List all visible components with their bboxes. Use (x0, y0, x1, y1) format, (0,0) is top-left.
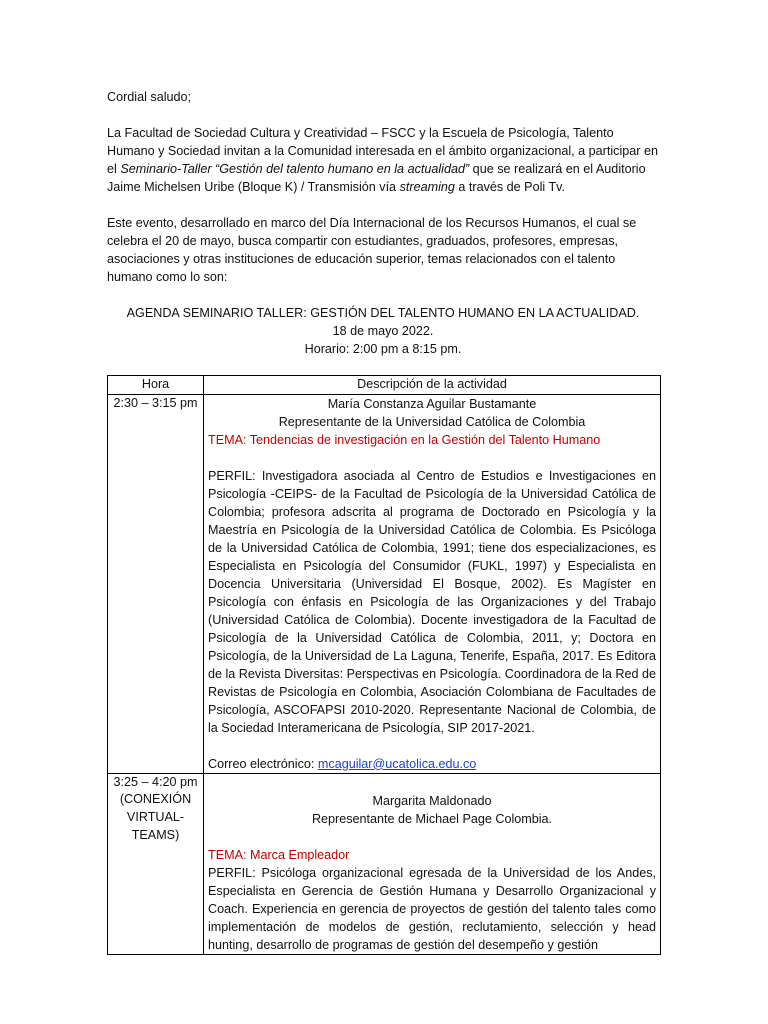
intro-paragraph-2: Este evento, desarrollado en marco del Día Internacional de los Recursos Humanos, el cual se celebra el 20 de mayo, busca compartir con estudiantes, graduados, profesores, empresas, asociaciones y otras instituciones de educación superior, temas relacionados con el talento humano como lo son: (107, 216, 637, 284)
agenda-header (107, 304, 659, 358)
topic: TEMA: Marca Empleador (208, 847, 350, 862)
row-description (204, 394, 661, 773)
agenda-title: AGENDA SEMINARIO TALLER: GESTIÓN DEL TALENTO HUMANO EN LA ACTUALIDAD. (126, 306, 640, 320)
intro-paragraph-1: La Facultad de Sociedad Cultura y Creatividad – FSCC y la Escuela de Psicología, Talento Humano y Sociedad invitan a la Comunidad interesada en el ámbito organizacional, a participar en el Seminario-Taller “Gestión del talento humano en la actualidad” que se realizará en el Auditorio Jaime Michelsen Uribe (Bloque K) / Transmisión vía streaming a través de Poli Tv. (107, 126, 658, 194)
row-description (204, 773, 661, 954)
speaker-name: María Constanza Aguilar Bustamante (327, 396, 537, 411)
row-time: 2:30 – 3:15 pm (108, 394, 204, 773)
speaker-role: Representante de la Universidad Católica de Colombia (278, 414, 586, 429)
seminar-title: Seminario-Taller “Gestión del talento humano en la actualidad” (120, 162, 470, 176)
table-row (108, 773, 661, 954)
email-link[interactable]: mcaguilar@ucatolica.edu.co (317, 756, 477, 771)
topic: TEMA: Tendencias de investigación en la Gestión del Talento Humano (208, 432, 601, 447)
agenda-schedule: Horario: 2:00 pm a 8:15 pm. (304, 342, 462, 356)
speaker-role: Representante de Michael Page Colombia. (311, 811, 553, 826)
speaker-name: Margarita Maldonado (372, 793, 492, 808)
profile: PERFIL: Psicóloga organizacional egresada de la Universidad de los Andes, Especialista en Gerencia de Gestión Humana y Desarrollo Organizacional y Coach. Experiencia en gerencia de proyectos de gestión del talento tales como implementación de modelos de gestión, reclutamiento, selección y head hunting, desarrollo de programas de gestión del desempeño y gestión (208, 865, 656, 952)
header-descripcion: Descripción de la actividad (204, 376, 661, 395)
agenda-date: 18 de mayo 2022. (332, 324, 434, 338)
row-time: 3:25 – 4:20 pm (CONEXIÓN VIRTUAL-TEAMS) (108, 773, 204, 954)
profile: PERFIL: Investigadora asociada al Centro de Estudios e Investigaciones en Psicología -CEIPS- de la Facultad de Psicología de la Universidad Católica de Colombia; profesora adscrita al programa de Doctorado en Psicología y la Maestría en Psicología de la Universidad Católica de Colombia. Es Psicóloga de la Universidad Católica de Colombia, 1991; tiene dos especializaciones, es Especialista en Psicología del Consumidor (FUKL, 1997) y Especialista en Docencia Universitaria (Universidad El Bosque, 2002). Es Magíster en Psicología con énfasis en Psicología de las Organizaciones y del Trabajo (Universidad Católica de Colombia). Docente investigadora de la Facultad de Psicología de la Universidad Católica de Colombia, 2011, y; Doctora en Psicología, de la Universidad de La Laguna, Tenerife, España, 2017. Es Editora de la Revista Diversitas: Perspectivas en Psicología. Coordinadora de la Red de Revistas de Psicología en Colombia, Asociación Colombiana de Facultades de Psicología, ASCOFAPSI 2010-2020. Representante Nacional de Colombia, de la Sociedad Interamericana de Psicología, SIP 2017-2021. (208, 468, 657, 735)
agenda-table (107, 375, 661, 955)
table-row (108, 394, 661, 773)
table-header-row (108, 376, 661, 395)
header-hora: Hora (108, 376, 204, 395)
document-page (107, 88, 659, 955)
greeting: Cordial saludo; (107, 90, 192, 104)
email-line: Correo electrónico: mcaguilar@ucatolica.edu.co (208, 756, 477, 771)
